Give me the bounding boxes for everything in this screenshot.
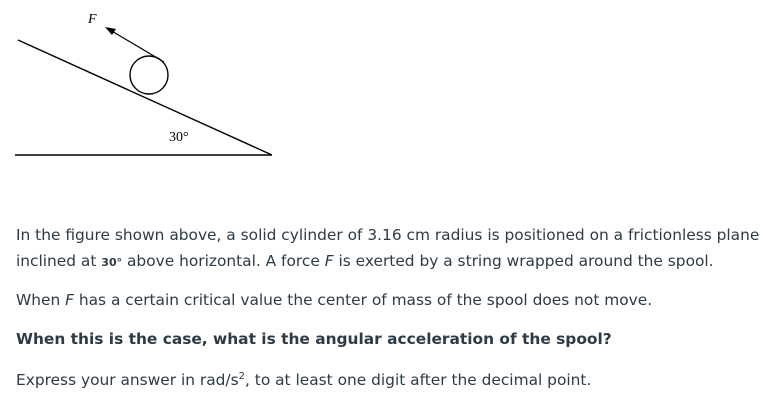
angle-label: 30° <box>169 130 189 145</box>
spool-circle <box>130 56 168 94</box>
instructions-start: Express your answer in rad/s <box>16 371 239 389</box>
condition-end: has a certain critical value the center of mass of the spool does not move. <box>73 291 653 309</box>
force-arrowhead <box>105 27 116 35</box>
incline-angle-value: 30° <box>101 256 123 269</box>
problem-paragraph-condition <box>16 287 756 313</box>
incline-line <box>18 40 272 155</box>
setup-line-1: In the figure shown above, a solid cylinder of 3.16 cm radius is positioned on a frictionless plane <box>16 226 760 244</box>
incline-diagram <box>0 0 300 170</box>
unit-exponent: 2 <box>238 370 245 382</box>
problem-question: When this is the case, what is the angular acceleration of the spool? <box>16 330 612 348</box>
answer-instructions <box>16 367 756 393</box>
problem-paragraph-setup <box>16 222 760 276</box>
setup-line-2-mid: above horizontal. A force <box>122 252 325 270</box>
condition-start: When <box>16 291 66 309</box>
setup-line-2-start: inclined at <box>16 252 102 270</box>
instructions-end: , to at least one digit after the decimal point. <box>245 371 592 389</box>
setup-line-2-end: is exerted by a string wrapped around the spool. <box>333 252 714 270</box>
force-label: F <box>88 12 97 27</box>
force-symbol: F <box>324 252 334 270</box>
string-line <box>110 30 164 62</box>
force-symbol: F <box>65 291 74 309</box>
incline-figure <box>0 0 300 170</box>
